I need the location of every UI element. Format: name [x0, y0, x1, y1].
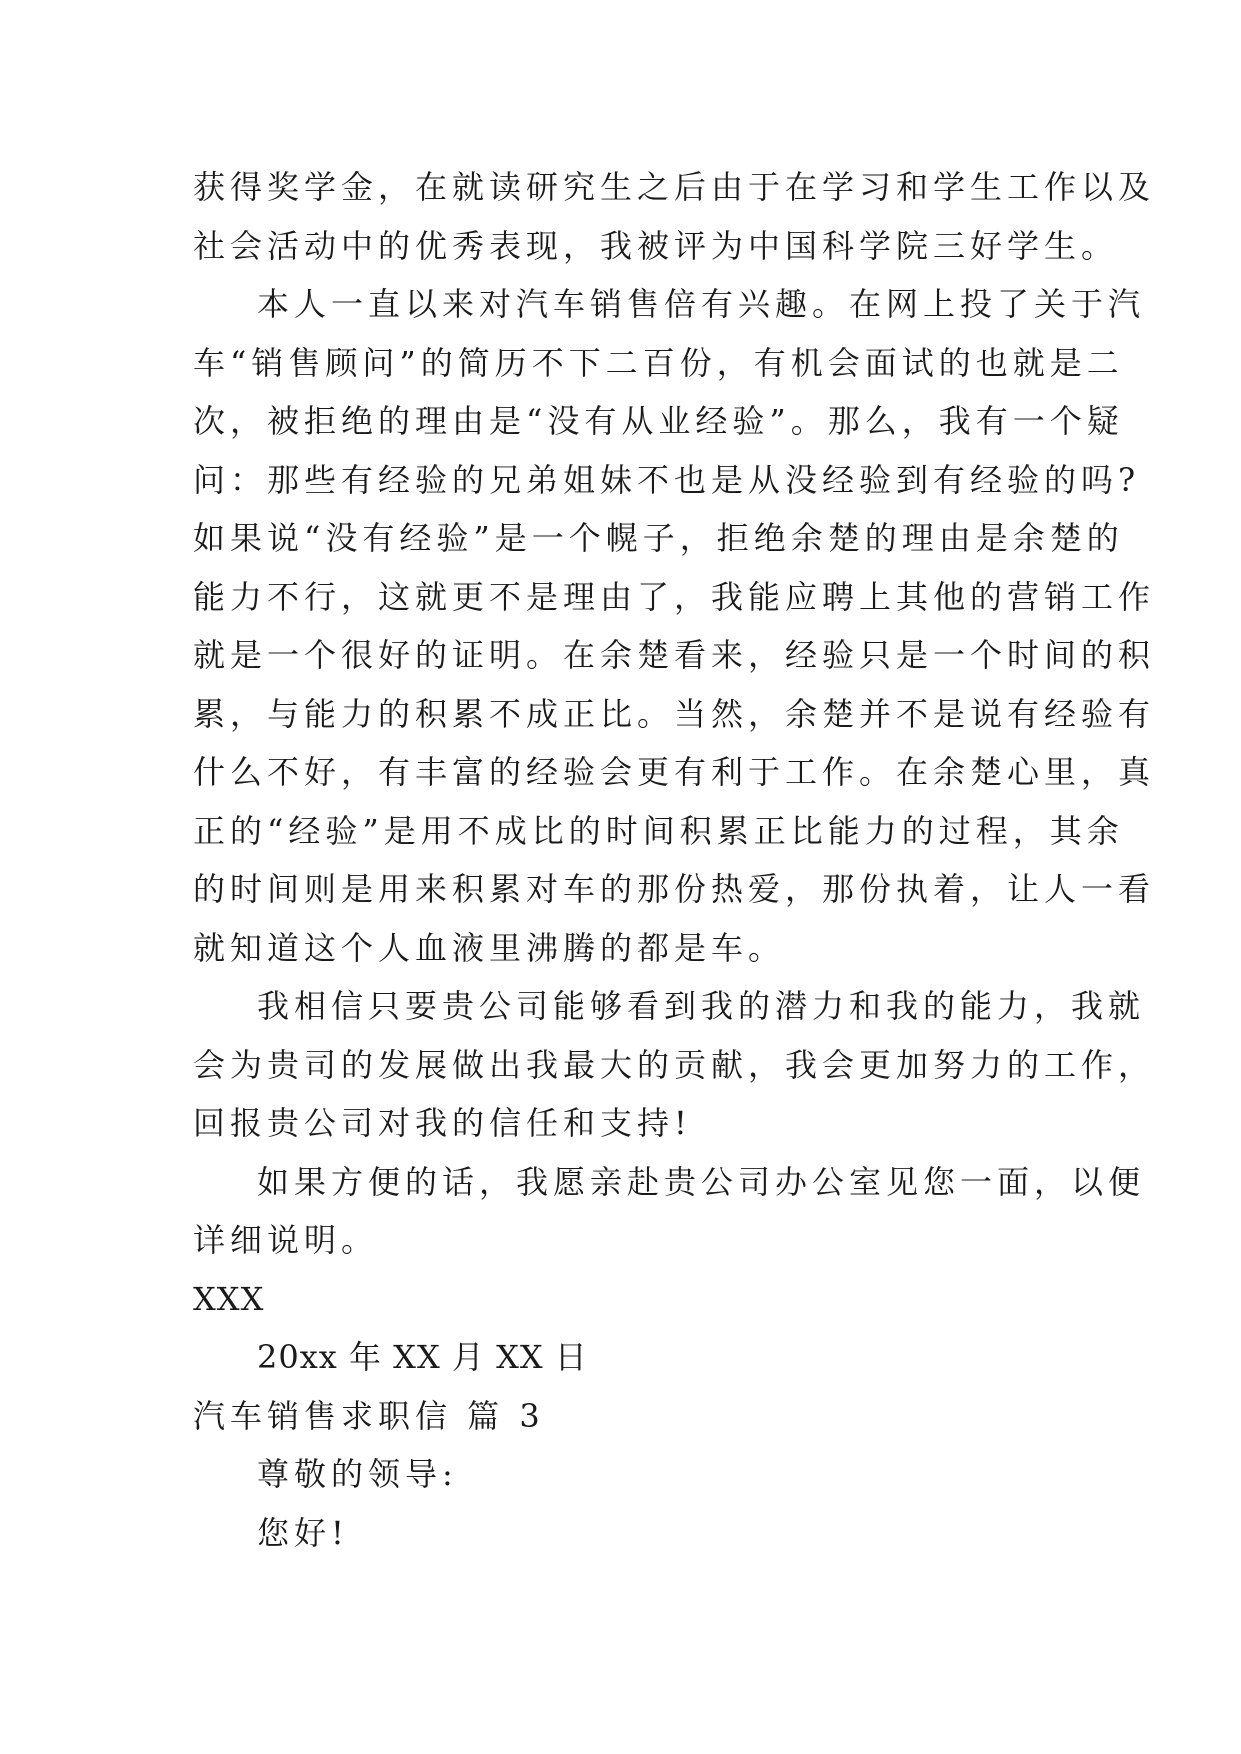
paragraph-line: 本人一直以来对汽车销售倍有兴趣。在网上投了关于汽 — [257, 285, 1146, 323]
paragraph-line: 能力不行，这就更不是理由了，我能应聘上其他的营销工作 — [193, 577, 1156, 616]
paragraph-line: 回报贵公司对我的信任和支持! — [193, 1104, 692, 1142]
paragraph-line: 累，与能力的积累不成正比。当然，余楚并不是说有经验有 — [193, 694, 1156, 733]
paragraph-line: 我相信只要贵公司能够看到我的潜力和我的能力，我就 — [257, 987, 1146, 1025]
paragraph-line: 获得奖学金，在就读研究生之后由于在学习和学生工作以及 — [193, 168, 1156, 206]
paragraph-line: 如果说“没有经验”是一个幌子，拒绝余楚的理由是余楚的 — [193, 519, 1124, 557]
letter-body — [193, 158, 1156, 1562]
paragraph-line: 什么不好，有丰富的经验会更有利于工作。在余楚心里，真 — [193, 753, 1156, 791]
salutation: 尊敬的领导: — [257, 1455, 458, 1493]
paragraph-line: 就知道这个人血液里沸腾的都是车。 — [193, 928, 786, 967]
paragraph-line: 问：那些有经验的兄弟姐妹不也是从没经验到有经验的吗? — [193, 460, 1141, 499]
paragraph-line: 的时间则是用来积累对车的那份热爱，那份执着，让人一看 — [193, 870, 1156, 908]
paragraph-line: 如果方便的话，我愿亲赴贵公司办公室见您一面，以便 — [257, 1162, 1146, 1201]
paragraph-line: 次，被拒绝的理由是“没有从业经验”。那么，我有一个疑 — [193, 402, 1124, 440]
letter-date: 20xx 年 XX 月 XX 日 — [257, 1338, 588, 1376]
paragraph-line: 社会活动中的优秀表现，我被评为中国科学院三好学生。 — [193, 226, 1119, 265]
section-heading: 汽车销售求职信 篇 3 — [193, 1396, 545, 1435]
signature-name: XXX — [193, 1279, 265, 1318]
paragraph-line: 车“销售顾问”的简历不下二百份，有机会面试的也就是二 — [193, 343, 1124, 382]
paragraph-line: 就是一个很好的证明。在余楚看来，经验只是一个时间的积 — [193, 636, 1156, 674]
paragraph-line: 详细说明。 — [193, 1221, 379, 1259]
greeting: 您好! — [257, 1513, 349, 1552]
paragraph-line: 正的“经验”是用不成比的时间积累正比能力的过程，其余 — [193, 811, 1124, 850]
paragraph-line: 会为贵司的发展做出我最大的贡献，我会更加努力的工作， — [193, 1045, 1156, 1084]
